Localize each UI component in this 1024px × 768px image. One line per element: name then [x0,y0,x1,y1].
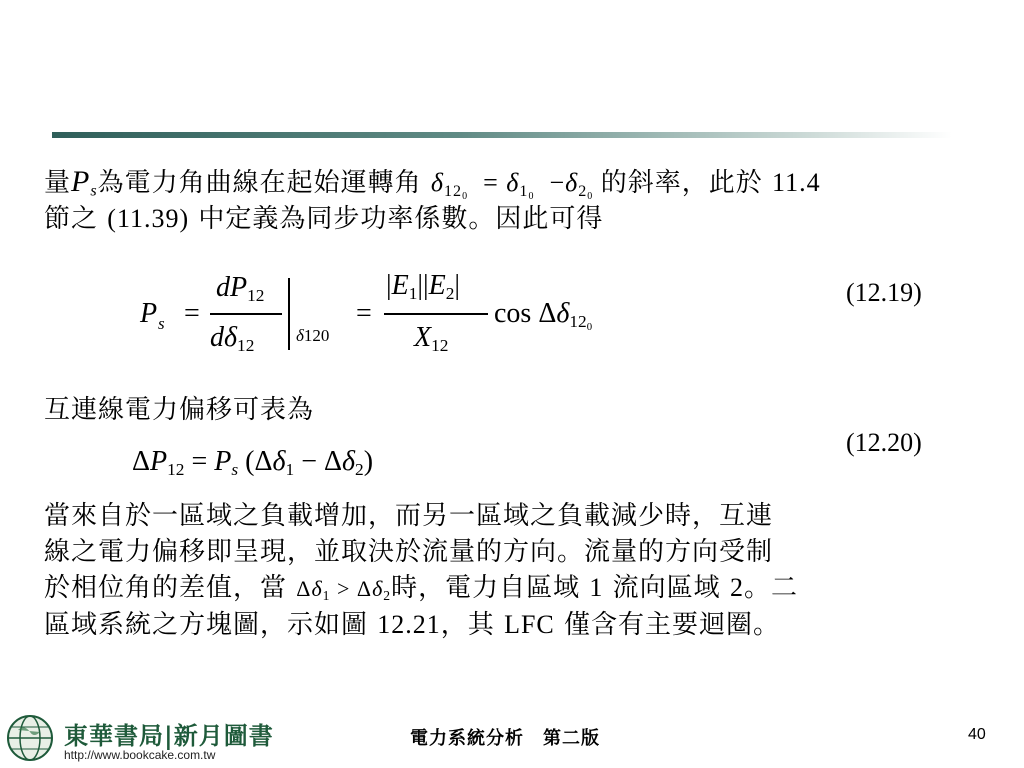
eq-frac1-line [210,313,282,315]
math-sub: 12 [444,182,463,200]
text-segment: 量 [44,168,72,198]
math-sub: 1 [408,283,418,303]
math-sub: 12 [247,285,265,305]
math-ddelta: dδ [210,322,238,353]
math-sub: 2 [578,182,588,200]
math-dP: dP [216,272,248,303]
math-minus: − [301,446,317,477]
eq-equals-2: = [356,298,372,329]
math-E2: E [428,270,446,301]
math-sub: 0 [586,320,593,333]
text-segment: 節之 [44,204,99,234]
math-delta: δ [296,326,304,345]
math-sub: 2 [445,283,455,303]
math-sub: 12 [431,335,449,355]
eq-frac2-line [384,313,488,315]
header-accent-bar [52,132,952,138]
math-delta: δ [506,168,520,197]
page-number: 40 [968,726,986,743]
math-sub: 12 [167,459,185,479]
equation-ref: (11.39) [107,204,190,233]
book-title: 電力系統分析 第二版 [410,728,600,749]
math-E1: E [391,270,409,301]
eq-evaluation-bar [288,278,290,350]
math-equals: = [191,446,208,477]
math-X: X [414,322,432,353]
math-sub: 2 [383,587,392,603]
math-P: P [214,446,232,477]
math-paren: ) [363,446,374,477]
math-sub: 0 [528,190,535,202]
math-delta: δ [342,446,356,477]
eq-lhs-P: P [140,298,158,329]
math-delta: δ [556,298,570,329]
math-sub: 0 [462,190,469,202]
paragraph-3 [44,498,994,643]
text-line: 線之電力偏移即呈現，並取決於流量的方向。流量的方向受制 [44,537,774,567]
area-number: 1 [589,573,604,602]
math-Delta: Δ [356,576,373,601]
text-segment: 區域系統之方塊圖，示如圖 [44,610,369,640]
math-minus: − [549,168,566,197]
math-delta: δ [372,576,384,601]
publisher-url[interactable]: http://www.bookcake.com.tw [64,748,216,762]
math-initial-angle [430,168,601,202]
text-segment: 的斜率，此於 [600,168,763,198]
publisher-logo [4,712,304,764]
text-segment: 為電力角曲線在起始運轉角 [97,168,422,198]
text-segment: 時，電力自區域 [391,573,581,603]
math-Delta: Δ [132,446,151,477]
math-sub: 1 [322,587,331,603]
equation-number-12-20: (12.20) [846,428,922,457]
paragraph-2: 互連線電力偏移可表為 [44,395,315,425]
paragraph-1 [44,164,994,237]
math-sub: 12 [237,335,255,355]
eq-frac1-denominator [210,322,254,354]
text-segment: ，其 [440,610,495,640]
area-number: 2 [729,573,744,602]
math-sub-s: s [90,182,98,200]
math-delta: δ [311,576,323,601]
math-sub: 1 [519,182,529,200]
lfc-term: LFC [504,610,555,639]
math-P: P [71,165,91,198]
equation-number-12-19: (12.19) [846,278,922,307]
globe-icon [4,712,56,764]
section-ref: 11.4 [772,168,821,197]
eq-frac2-numerator: $|E_1||E_2|$ [386,270,461,303]
math-delta: δ [565,168,579,197]
eq-lhs-sub-s: s [158,314,165,333]
math-cos: cos [494,298,532,329]
math-Delta: Δ [324,446,343,477]
math-Delta: Δ [296,576,312,601]
math-sub: 0 [587,190,594,202]
math-sub: 2 [355,459,364,479]
eq-cos-term [494,298,593,333]
publisher-name: 東華書局|新月圖書 [64,721,274,750]
math-condition [296,576,391,601]
math-sub: 1 [285,459,295,479]
math-paren: ( [245,446,255,477]
text-segment: 僅含有主要迴圈。 [564,610,781,640]
math-Delta: Δ [254,446,273,477]
math-sub: 120 [303,326,330,345]
eq-frac1-numerator [216,272,264,304]
eq2-expression [132,446,373,478]
figure-ref: 12.21 [377,610,441,639]
text-segment: 於相位角的差值，當 [44,573,288,603]
math-sub: s [231,459,239,479]
text-segment: 中定義為同步功率係數。因此可得 [198,204,604,234]
math-delta: δ [272,446,286,477]
math-gt: > [336,576,351,601]
math-P: P [150,446,168,477]
eq-equals-1: = [184,298,200,329]
math-sub: 12 [569,311,587,331]
text-segment: 。二 [743,573,798,603]
eq-evaluation-point [296,326,329,346]
text-segment: 流向區域 [612,573,721,603]
math-Delta: Δ [538,298,557,329]
eq-frac2-denominator [414,322,448,354]
math-equals: = [483,168,499,197]
math-delta: δ [430,168,444,197]
text-line: 當來自於一區域之負載增加，而另一區域之負載減少時，互連 [44,501,774,531]
